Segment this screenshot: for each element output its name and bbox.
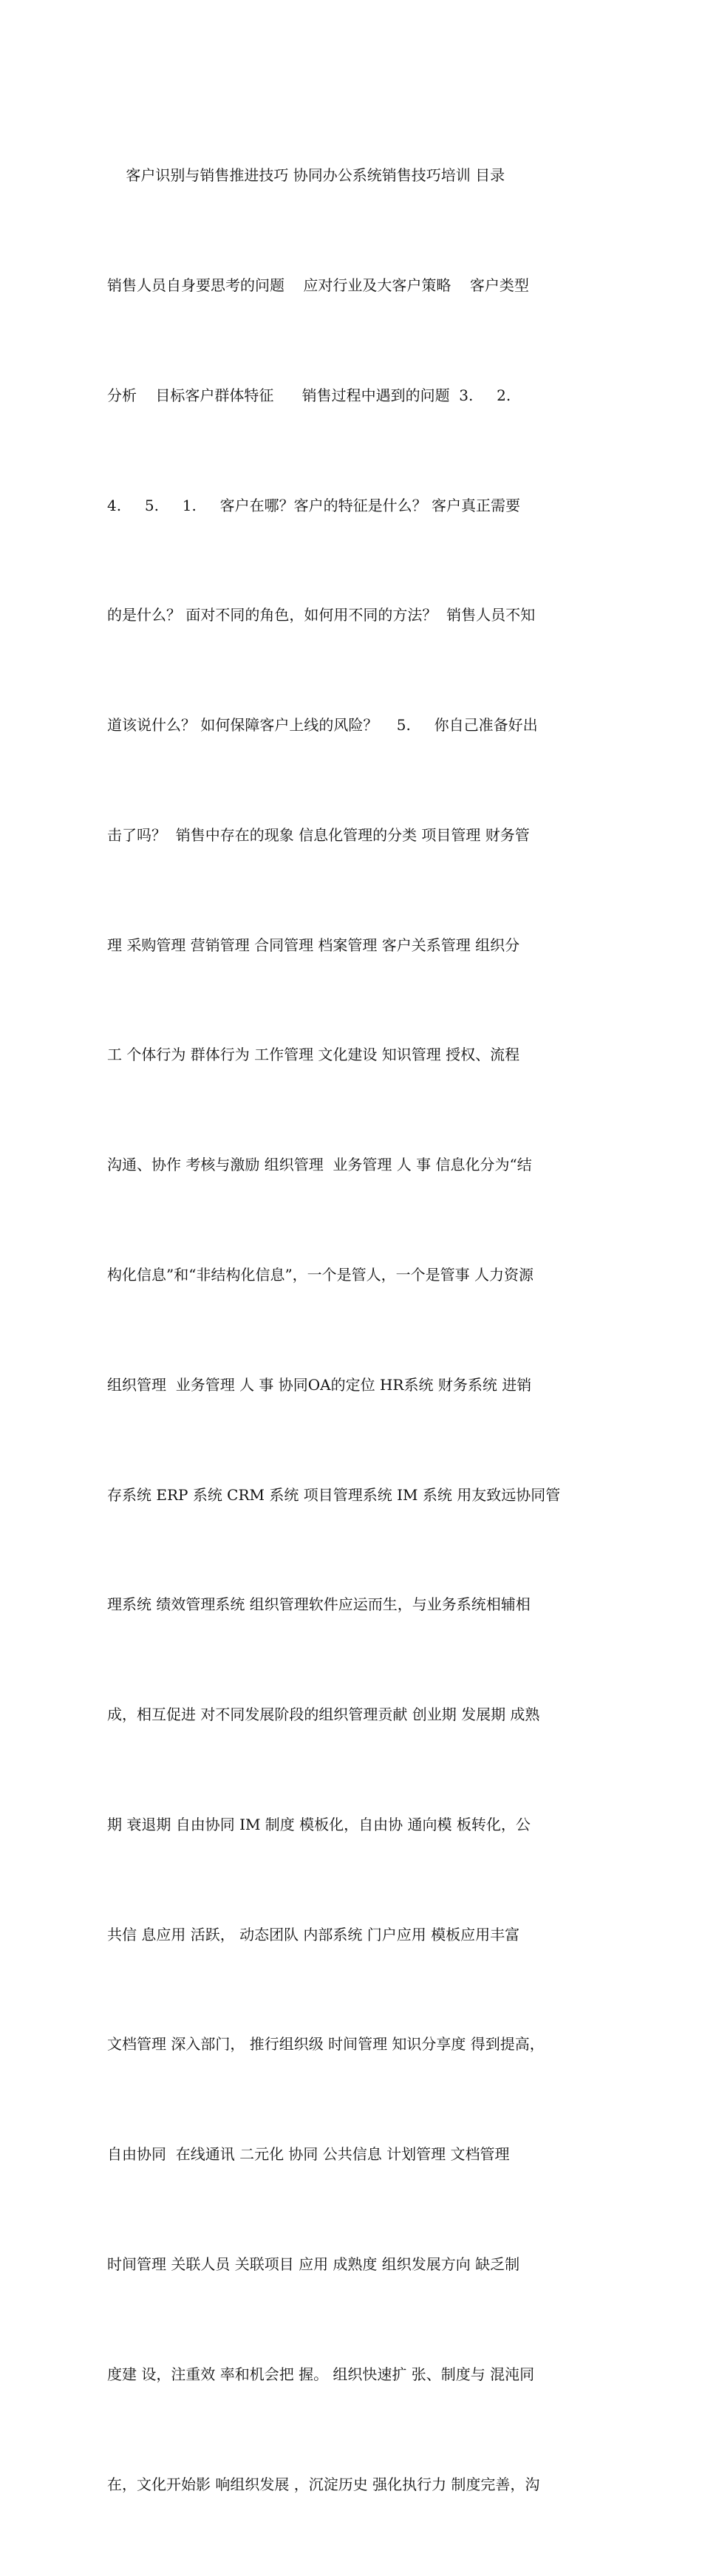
text-line: 道该说什么？ 如何保障客户上线的风险？ 5. 你自己准备好出: [107, 716, 538, 735]
text-line: 理系统 绩效管理系统 组织管理软件应运而生，与业务系统相辅相: [107, 1595, 531, 1614]
text-line: 客户识别与销售推进技巧 协同办公系统销售技巧培训 目录: [107, 166, 505, 185]
text-line: 击了吗？ 销售中存在的现象 信息化管理的分类 项目管理 财务管: [107, 825, 530, 844]
text-line: 存系统 ERP 系统 CRM 系统 项目管理系统 IM 系统 用友致远协同管: [107, 1485, 561, 1504]
text-line: 的是什么？ 面对不同的角色，如何用不同的方法？ 销售人员不知: [107, 606, 536, 624]
document-body: [107, 84, 599, 2576]
text-line: 在，文化开始影 响组织发展 ，沉淀历史 强化执行力 制度完善，沟: [107, 2475, 540, 2493]
text-line: 工 个体行为 群体行为 工作管理 文化建设 知识管理 授权、流程: [107, 1046, 520, 1064]
text-line: 理 采购管理 营销管理 合同管理 档案管理 客户关系管理 组织分: [107, 936, 520, 954]
text-line: 期 衰退期 自由协同 IM 制度 模板化，自由协 通向模 板转化，公: [107, 1815, 531, 1833]
text-line: 分析 目标客户群体特征 销售过程中遇到的问题 3. 2.: [107, 386, 511, 404]
text-line: 自由协同 在线通讯 二元化 协同 公共信息 计划管理 文档管理: [107, 2145, 510, 2164]
text-line: 度建 设，注重效 率和机会把 握。 组织快速扩 张、制度与 混沌同: [107, 2365, 535, 2383]
text-line: 成，相互促进 对不同发展阶段的组织管理贡献 创业期 发展期 成熟: [107, 1706, 540, 1724]
text-line: 组织管理 业务管理 人 事 协同OA的定位 HR系统 财务系统 进销: [107, 1375, 532, 1394]
text-line: 4. 5. 1. 客户在哪？客户的特征是什么？ 客户真正需要: [107, 496, 520, 514]
text-line: 共信 息应用 活跃， 动态团队 内部系统 门户应用 模板应用丰富: [107, 1925, 520, 1943]
text-line: 销售人员自身要思考的问题 应对行业及大客户策略 客户类型: [107, 276, 529, 294]
text-line: 文档管理 深入部门， 推行组织级 时间管理 知识分享度 得到提高，: [107, 2035, 545, 2054]
text-line: 构化信息”和“非结构化信息”，一个是管人，一个是管事 人力资源: [107, 1266, 534, 1284]
text-line: 沟通、协作 考核与激励 组织管理 业务管理 人 事 信息化分为“结: [107, 1156, 532, 1174]
text-line: 时间管理 关联人员 关联项目 应用 成熟度 组织发展方向 缺乏制: [107, 2255, 520, 2274]
